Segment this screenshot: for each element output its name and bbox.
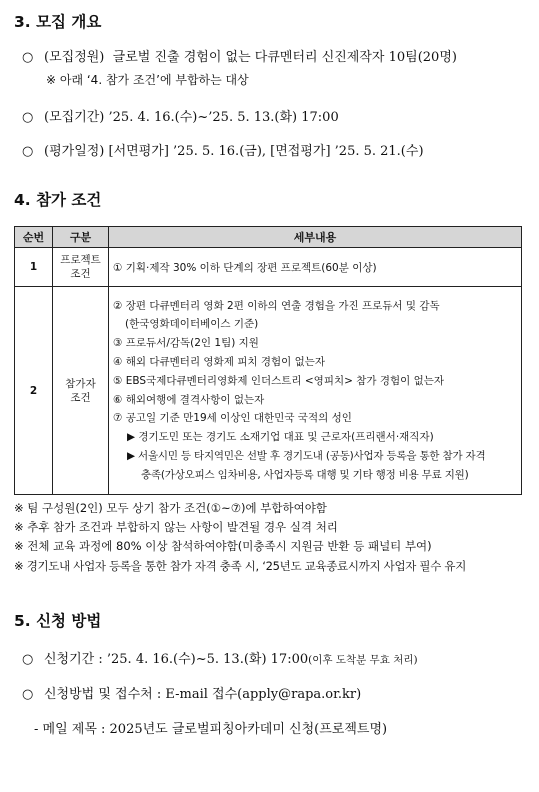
detail-item: ▶ 서울시민 등 타지역민은 선발 후 경기도내 (공동)사업자 등록을 통한 참가 자격	[127, 449, 486, 462]
row2-category: 참가자 조건	[53, 287, 109, 495]
header-detail: 세부내용	[109, 227, 522, 248]
table-header-row	[15, 227, 522, 248]
section-5-title: 5. 신청 방법	[14, 612, 102, 630]
detail-item: ⑤ EBS국제다큐멘터리영화제 인더스트리 <영피치> 참가 경험이 없는자	[113, 374, 445, 387]
notes-list	[14, 499, 466, 576]
detail-item: ⑥ 해외여행에 결격사항이 없는자	[113, 393, 265, 406]
detail-item: ▶ 경기도민 또는 경기도 소재기업 대표 및 근로자(프리랜서·재직자)	[127, 431, 434, 444]
recruit-period-label: (모집기간)	[44, 110, 105, 125]
bullet-icon: ○	[22, 110, 34, 125]
bullet-icon: ○	[22, 687, 34, 702]
detail-item: (한국영화데이터베이스 기준)	[125, 318, 259, 331]
evaluation-label: (평가일정)	[44, 144, 105, 159]
note-item: ※ 전체 교육 과정에 80% 이상 참석하여야함(미충족시 지원금 반환 등 패널티 부여)	[14, 539, 432, 554]
row1-no: 1	[15, 248, 53, 287]
recruit-quota-text: 글로벌 진출 경험이 없는 다큐멘터리 신진제작자 10팀(20명)	[112, 50, 457, 65]
mail-subject-line: - 메일 제목 : 2025년도 글로벌피칭아카데미 신청(프로젝트명)	[34, 722, 388, 737]
header-category: 구분	[53, 227, 109, 248]
recruit-period-text: ’25. 4. 16.(수)~’25. 5. 13.(화) 17:00	[108, 110, 339, 125]
detail-item: ⑦ 공고일 기준 만19세 이상인 대한민국 국적의 성인	[113, 412, 352, 425]
bullet-icon: ○	[22, 50, 34, 65]
row1-detail: ① 기획·제작 30% 이하 단계의 장편 프로젝트(60분 이상)	[109, 248, 522, 287]
apply-period-text: 신청기간 : ’25. 4. 16.(수)~5. 13.(화) 17:00	[44, 652, 309, 667]
row1-category: 프로젝트 조건	[53, 248, 109, 287]
detail-item: ③ 프로듀서/감독(2인 1팀) 지원	[113, 337, 259, 350]
apply-method-text: 신청방법 및 접수처 : E-mail 접수(apply@rapa.or.kr)	[44, 687, 362, 702]
conditions-table	[14, 226, 522, 495]
section-3-title: 3. 모집 개요	[14, 13, 102, 31]
header-no: 순번	[15, 227, 53, 248]
table-row	[15, 287, 522, 495]
note-item: ※ 경기도내 사업자 등록을 통한 참가 자격 충족 시, ‘25년도 교육종료시까지 사업자 필수 유지	[14, 558, 467, 573]
row2-no: 2	[15, 287, 53, 495]
bullet-icon: ○	[22, 144, 34, 159]
apply-method-line	[22, 683, 361, 702]
section-4-title: 4. 참가 조건	[14, 191, 102, 209]
recruit-quota-line	[22, 46, 457, 65]
recruit-period-line	[22, 106, 339, 125]
recruit-quota-label: (모집정원)	[44, 50, 105, 65]
evaluation-line	[22, 140, 424, 159]
recruit-note: ※ 아래 ‘4. 참가 조건’에 부합하는 대상	[46, 73, 249, 87]
bullet-icon: ○	[22, 652, 34, 667]
table-row	[15, 248, 522, 287]
apply-period-line	[22, 648, 418, 667]
detail-item: ④ 해외 다큐멘터리 영화제 피치 경험이 없는자	[113, 355, 326, 368]
note-item: ※ 추후 참가 조건과 부합하지 않는 사항이 발견될 경우 실격 처리	[14, 520, 338, 535]
row2-detail	[109, 287, 522, 495]
detail-item: 충족(가상오피스 임차비용, 사업자등록 대행 및 기타 행정 비용 무료 지원)	[141, 468, 469, 481]
evaluation-text: [서면평가] ’25. 5. 16.(금), [면접평가] ’25. 5. 21.(수)	[108, 144, 424, 159]
apply-period-note: (이후 도착분 무효 처리)	[308, 654, 418, 666]
note-item: ※ 팀 구성원(2인) 모두 상기 참가 조건(①~⑦)에 부합하여야함	[14, 501, 327, 515]
detail-item: ② 장편 다큐멘터리 영화 2편 이하의 연출 경험을 가진 프로듀서 및 감독	[113, 299, 440, 312]
